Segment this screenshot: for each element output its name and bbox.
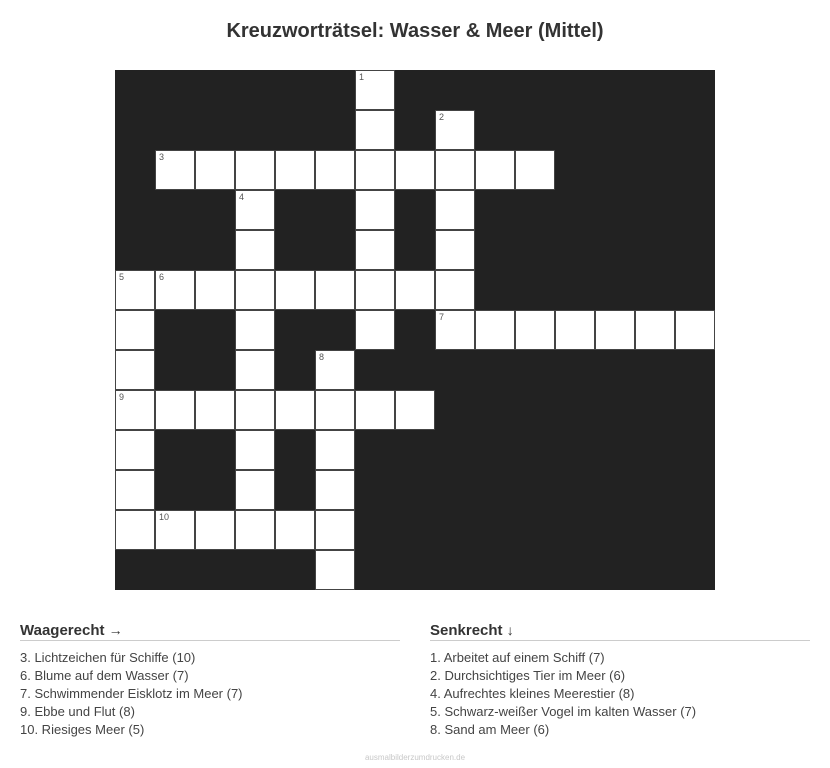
crossword-cell[interactable] bbox=[355, 270, 395, 310]
crossword-cell[interactable] bbox=[235, 310, 275, 350]
crossword-cell[interactable] bbox=[235, 150, 275, 190]
crossword-cell[interactable] bbox=[355, 110, 395, 150]
crossword-cell[interactable] bbox=[275, 390, 315, 430]
crossword-cell[interactable] bbox=[475, 310, 515, 350]
crossword-cell[interactable] bbox=[515, 310, 555, 350]
down-clues-section bbox=[430, 622, 810, 739]
crossword-cell[interactable] bbox=[115, 390, 155, 430]
crossword-cell[interactable] bbox=[275, 270, 315, 310]
crossword-cell[interactable] bbox=[355, 190, 395, 230]
crossword-cell[interactable] bbox=[115, 310, 155, 350]
crossword-cell[interactable] bbox=[635, 310, 675, 350]
crossword-cell[interactable] bbox=[235, 270, 275, 310]
crossword-cell[interactable] bbox=[315, 390, 355, 430]
down-clue-list bbox=[430, 649, 810, 739]
crossword-cell[interactable] bbox=[315, 350, 355, 390]
crossword-cell[interactable] bbox=[195, 390, 235, 430]
crossword-cell[interactable] bbox=[675, 310, 715, 350]
crossword-cell[interactable] bbox=[155, 510, 195, 550]
crossword-cell[interactable] bbox=[435, 150, 475, 190]
crossword-cell[interactable] bbox=[315, 430, 355, 470]
crossword-cell[interactable] bbox=[115, 470, 155, 510]
crossword-cell[interactable] bbox=[155, 150, 195, 190]
crossword-cell[interactable] bbox=[315, 510, 355, 550]
crossword-cell[interactable] bbox=[115, 350, 155, 390]
down-heading bbox=[430, 622, 810, 641]
cell-number: 5 bbox=[119, 272, 125, 282]
crossword-cell[interactable] bbox=[395, 150, 435, 190]
crossword-cell[interactable] bbox=[275, 510, 315, 550]
across-heading bbox=[20, 622, 400, 641]
crossword-cell[interactable] bbox=[555, 310, 595, 350]
cell-number: 2 bbox=[439, 112, 445, 122]
cell-number: 8 bbox=[319, 352, 325, 362]
crossword-cell[interactable] bbox=[235, 390, 275, 430]
crossword-cell[interactable] bbox=[235, 510, 275, 550]
clue-down-2: 2. Durchsichtiges Tier im Meer (6) bbox=[430, 668, 626, 683]
crossword-cell[interactable] bbox=[155, 390, 195, 430]
crossword-cell[interactable] bbox=[155, 270, 195, 310]
crossword-cell[interactable] bbox=[355, 150, 395, 190]
page-title: Kreuzworträtsel: Wasser & Meer (Mittel) bbox=[226, 20, 604, 42]
arrow-right-icon: → bbox=[108, 622, 123, 638]
crossword-cell[interactable] bbox=[395, 390, 435, 430]
crossword-cell[interactable] bbox=[435, 190, 475, 230]
crossword-cell[interactable] bbox=[315, 150, 355, 190]
crossword-cell[interactable] bbox=[435, 310, 475, 350]
crossword-grid bbox=[115, 70, 715, 590]
clue-down-4: 4. Aufrechtes kleines Meerestier (8) bbox=[430, 686, 635, 701]
cell-number: 6 bbox=[159, 272, 165, 282]
crossword-cell[interactable] bbox=[355, 310, 395, 350]
crossword-cell[interactable] bbox=[115, 270, 155, 310]
crossword-cell[interactable] bbox=[435, 270, 475, 310]
cell-number: 10 bbox=[159, 512, 170, 522]
down-heading-label: Senkrecht bbox=[430, 622, 503, 639]
crossword-cell[interactable] bbox=[315, 470, 355, 510]
cell-number: 4 bbox=[239, 192, 245, 202]
clue-across-10: 10. Riesiges Meer (5) bbox=[20, 722, 145, 737]
crossword-cell[interactable] bbox=[275, 150, 315, 190]
crossword-cell[interactable] bbox=[395, 270, 435, 310]
crossword-cell[interactable] bbox=[355, 70, 395, 110]
crossword-cell[interactable] bbox=[475, 150, 515, 190]
clue-down-1: 1. Arbeitet auf einem Schiff (7) bbox=[430, 650, 605, 665]
across-heading-label: Waagerecht bbox=[20, 622, 105, 639]
crossword-cell[interactable] bbox=[355, 230, 395, 270]
crossword-cell[interactable] bbox=[515, 150, 555, 190]
across-clues-section bbox=[20, 622, 400, 739]
crossword-cell[interactable] bbox=[195, 150, 235, 190]
clue-across-3: 3. Lichtzeichen für Schiffe (10) bbox=[20, 650, 196, 665]
cell-number: 3 bbox=[159, 152, 165, 162]
crossword-cell[interactable] bbox=[115, 430, 155, 470]
across-clue-list bbox=[20, 649, 400, 739]
cell-number: 7 bbox=[439, 312, 445, 322]
crossword-cell[interactable] bbox=[355, 390, 395, 430]
crossword-cell[interactable] bbox=[435, 110, 475, 150]
cell-number: 9 bbox=[119, 392, 125, 402]
clue-down-8: 8. Sand am Meer (6) bbox=[430, 722, 550, 737]
cell-number: 1 bbox=[359, 72, 365, 82]
arrow-down-icon: ↓ bbox=[506, 622, 514, 638]
crossword-cell[interactable] bbox=[235, 190, 275, 230]
crossword-cell[interactable] bbox=[315, 550, 355, 590]
clue-across-7: 7. Schwimmender Eisklotz im Meer (7) bbox=[20, 686, 243, 701]
crossword-cell[interactable] bbox=[115, 510, 155, 550]
clue-down-5: 5. Schwarz-weißer Vogel im kalten Wasser (7) bbox=[430, 704, 697, 719]
crossword-cell[interactable] bbox=[435, 230, 475, 270]
crossword-cell[interactable] bbox=[595, 310, 635, 350]
footer-credit: ausmalbilderzumdrucken.de bbox=[364, 753, 466, 762]
crossword-cell[interactable] bbox=[315, 270, 355, 310]
clue-across-9: 9. Ebbe und Flut (8) bbox=[20, 704, 135, 719]
crossword-cell[interactable] bbox=[195, 270, 235, 310]
crossword-cell[interactable] bbox=[235, 430, 275, 470]
clue-across-6: 6. Blume auf dem Wasser (7) bbox=[20, 668, 189, 683]
crossword-cell[interactable] bbox=[235, 470, 275, 510]
crossword-cell[interactable] bbox=[235, 350, 275, 390]
crossword-cell[interactable] bbox=[195, 510, 235, 550]
crossword-cell[interactable] bbox=[235, 230, 275, 270]
